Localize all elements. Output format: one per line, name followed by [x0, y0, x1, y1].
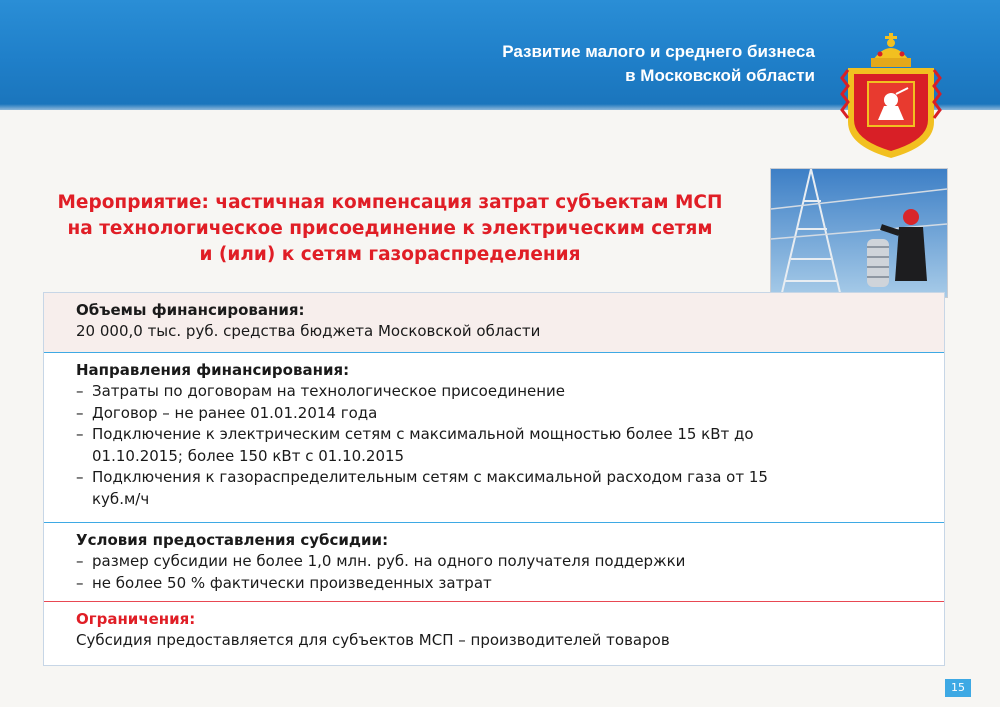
headline — [40, 190, 740, 268]
section-restrictions — [44, 602, 944, 665]
header-title — [502, 40, 815, 88]
funding-volume-title: Объемы финансирования: — [76, 301, 305, 319]
list-item: – Подключение к электрическим сетям с максимальной мощностью более 15 кВт до 01.10.2015; более 150 кВт с 01.10.2015 — [76, 425, 754, 465]
subsidy-conditions-title: Условия предоставления субсидии: — [76, 531, 389, 549]
funding-directions-title: Направления финансирования: — [76, 361, 350, 379]
content-panel — [43, 292, 945, 666]
restrictions-text: Субсидия предоставляется для субъектов МСП – производителей товаров — [76, 631, 670, 649]
section-subsidy-conditions — [44, 523, 944, 602]
list-item: – Затраты по договорам на технологическое присоединение — [76, 382, 566, 400]
restrictions-title: Ограничения: — [76, 610, 196, 628]
list-item: – Договор – не ранее 01.01.2014 года — [76, 403, 378, 422]
list-item: – Подключения к газораспределительным сетям с максимальной расходом газа от 15 куб.м/ч — [76, 468, 768, 508]
headline-line2: на технологическое присоединение к электрическим сетям — [67, 218, 713, 239]
headline-line1: Мероприятие: частичная компенсация затрат субъектам МСП — [57, 192, 723, 213]
funding-volume-text: 20 000,0 тыс. руб. средства бюджета Московской области — [76, 322, 541, 340]
section-funding-volume — [44, 293, 944, 353]
header-title-line2: в Московской области — [625, 66, 815, 85]
section-funding-directions — [44, 353, 944, 523]
coat-of-arms-icon — [838, 30, 944, 160]
list-item: – не более 50 % фактически произведенных затрат — [76, 573, 492, 592]
power-line-worker-photo — [770, 168, 948, 298]
page-number: 15 — [945, 679, 971, 697]
headline-line3: и (или) к сетям газораспределения — [199, 244, 581, 265]
list-item: – размер субсидии не более 1,0 млн. руб. на одного получателя поддержки — [76, 552, 686, 570]
header-title-line1: Развитие малого и среднего бизнеса — [502, 42, 815, 61]
